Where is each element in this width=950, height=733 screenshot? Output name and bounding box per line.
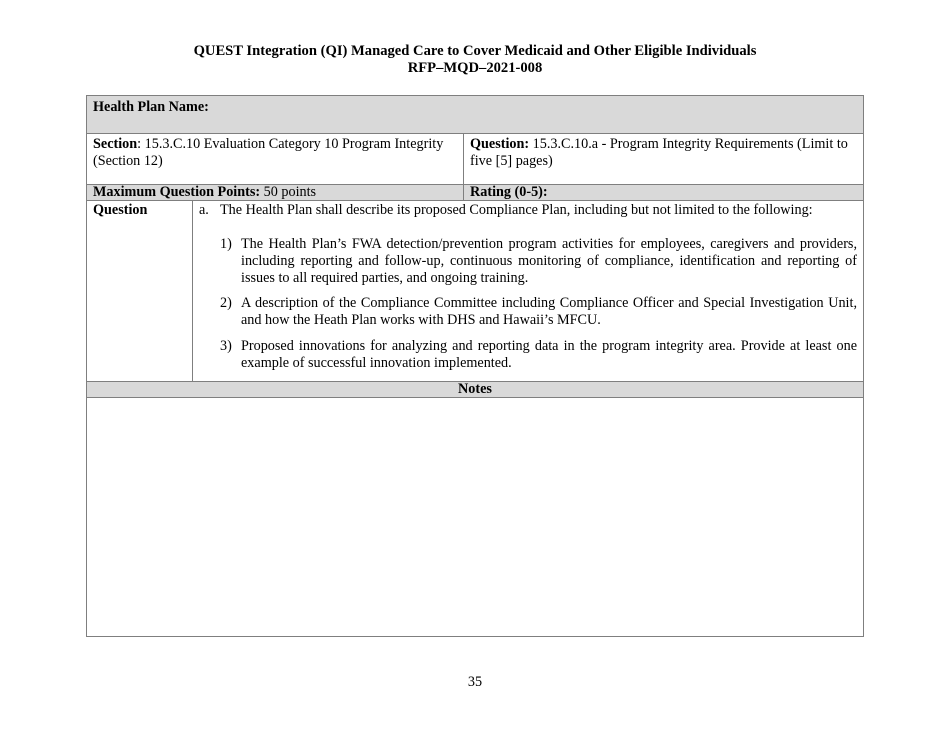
question-label: Question: — [470, 136, 530, 152]
health-plan-row — [87, 96, 863, 134]
health-plan-label: Health Plan Name: — [93, 99, 209, 115]
list-item-text: Proposed innovations for analyzing and reporting data in the program integrity area. Provide at least one example of successful innovation implemented. — [241, 338, 857, 371]
list-item-number: 2) — [220, 295, 232, 311]
question-row-label: Question — [93, 202, 148, 218]
question-row — [87, 201, 863, 381]
notes-label: Notes — [458, 381, 492, 397]
list-item-text: A description of the Compliance Committee including Compliance Officer and Special Investigation Unit, and how the Heath Plan works with DHS and Hawaii’s MFCU. — [241, 295, 857, 328]
max-points-cell — [93, 184, 316, 201]
list-item — [220, 295, 857, 331]
section-text: : 15.3.C.10 Evaluation Category 10 Program Integrity (Section 12) — [93, 136, 444, 169]
page-number: 35 — [467, 674, 483, 690]
points-row — [87, 184, 863, 201]
max-points-label: Maximum Question Points: — [93, 184, 261, 200]
document-title: QUEST Integration (QI) Managed Care to Cover Medicaid and Other Eligible Individuals — [193, 43, 757, 59]
rating-label: Rating (0-5): — [470, 184, 548, 200]
list-item — [220, 236, 857, 288]
list-item — [220, 338, 857, 374]
question-cell — [470, 136, 858, 170]
section-cell — [93, 136, 458, 170]
intro-text: The Health Plan shall describe its proposed Compliance Plan, including but not limited to the following: — [220, 202, 813, 218]
notes-area — [87, 398, 863, 636]
section-row — [87, 134, 863, 184]
question-text: 15.3.C.10.a - Program Integrity Requirements (Limit to five [5] pages) — [470, 136, 848, 169]
rfp-number: RFP–MQD–2021-008 — [407, 60, 543, 76]
list-item-text: The Health Plan’s FWA detection/prevention program activities for employees, caregivers and providers, including reporting and follow-up, continuous monitoring of compliance, identification and reporting of issues to all required parties, and ongoing training. — [241, 236, 857, 286]
notes-header-row — [87, 381, 863, 398]
evaluation-table — [86, 95, 864, 637]
section-label: Section — [93, 136, 138, 152]
list-item-number: 3) — [220, 338, 232, 354]
intro-letter: a. — [199, 202, 209, 218]
max-points-value: 50 points — [260, 184, 317, 200]
list-item-number: 1) — [220, 236, 232, 252]
